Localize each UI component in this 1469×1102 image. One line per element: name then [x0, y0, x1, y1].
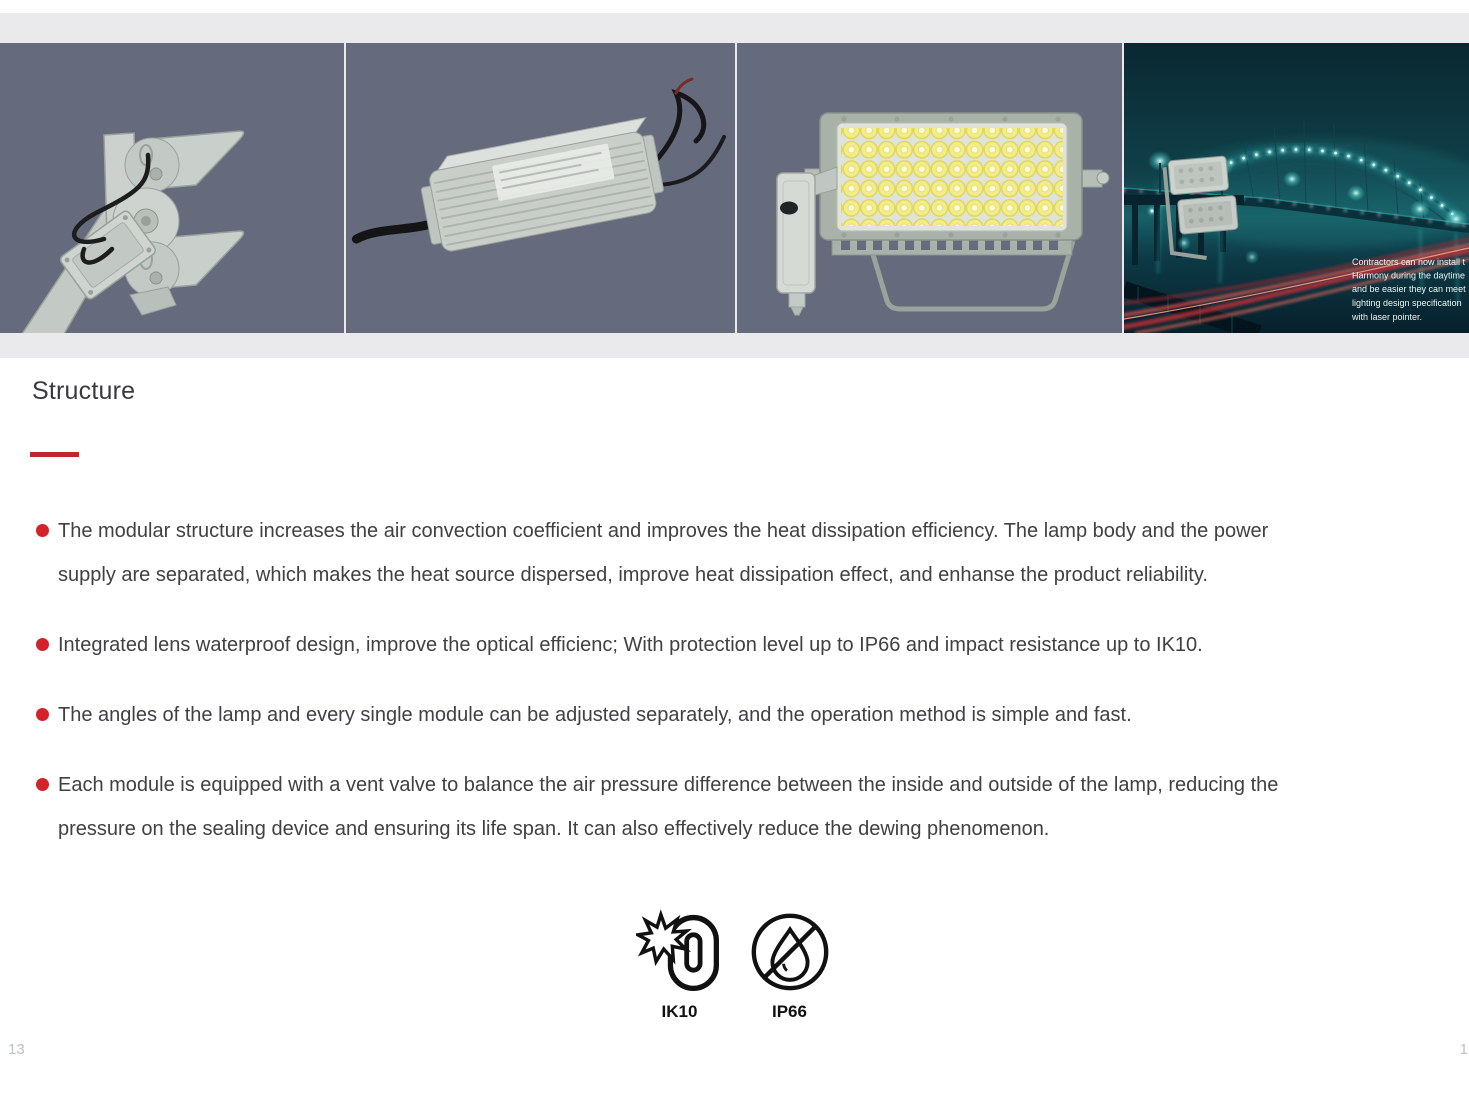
feature-text-line: The modular structure increases the air convection coefficient and improves the heat dissipation efficiency. The lamp body and the power	[58, 520, 1269, 542]
feature-text-line: supply are separated, which makes the heat source dispersed, improve heat dissipation effect, and enhanse the product reliability.	[58, 564, 1208, 586]
bullet-dot-icon	[36, 708, 49, 721]
ik10-label: IK10	[661, 1002, 698, 1021]
bullet-dot-icon	[36, 638, 49, 651]
photo-caption-line: lighting design specification	[1352, 298, 1462, 308]
photo-caption-line: Contractors can now install t	[1352, 257, 1466, 267]
feature-text-line: pressure on the sealing device and ensuring its life span. It can also effectively reduce the dewing phenomenon.	[58, 818, 1050, 840]
impact-resistance-ik10-icon	[636, 908, 724, 996]
photo-caption-line: Harmony during the daytime	[1352, 270, 1466, 281]
feature-item	[36, 623, 1278, 667]
feature-list	[36, 509, 1278, 877]
feature-text-line: Each module is equipped with a vent valve to balance the air pressure difference between the inside and outside of the lamp, reducing the	[58, 774, 1279, 796]
bullet-dot-icon	[36, 524, 49, 537]
led-driver-drawing	[346, 43, 735, 333]
mounting-bracket-drawing	[0, 43, 344, 333]
led-module-image	[737, 43, 1122, 333]
rating-badges	[0, 908, 1469, 1022]
led-module-drawing	[737, 43, 1122, 333]
gallery	[0, 43, 1469, 333]
feature-item	[36, 693, 1278, 737]
page-number-right: 1	[1459, 1041, 1468, 1058]
waterproof-ip66-icon	[746, 908, 834, 996]
heading-accent-bar	[30, 452, 79, 457]
bridge-application-photo	[1124, 43, 1469, 333]
led-driver-image	[346, 43, 735, 333]
feature-text-line: Integrated lens waterproof design, improve the optical efficienc; With protection level up to IP66 and impact resistance up to IK10.	[58, 634, 1203, 656]
page-title: Structure	[32, 377, 136, 405]
bridge-photo-drawing	[1124, 43, 1469, 333]
feature-item	[36, 509, 1278, 597]
page-number-left: 13	[8, 1041, 25, 1058]
feature-item	[36, 763, 1278, 851]
feature-text-line: The angles of the lamp and every single module can be adjusted separately, and the operation method is simple and fast.	[58, 704, 1132, 726]
ik10-badge	[636, 908, 724, 1022]
ip66-badge	[746, 908, 834, 1022]
bullet-dot-icon	[36, 778, 49, 791]
photo-caption-line: with laser pointer.	[1352, 312, 1423, 322]
ip66-label: IP66	[772, 1002, 807, 1021]
mounting-bracket-image	[0, 43, 344, 333]
photo-caption-line: and be easier they can meet	[1352, 284, 1466, 294]
